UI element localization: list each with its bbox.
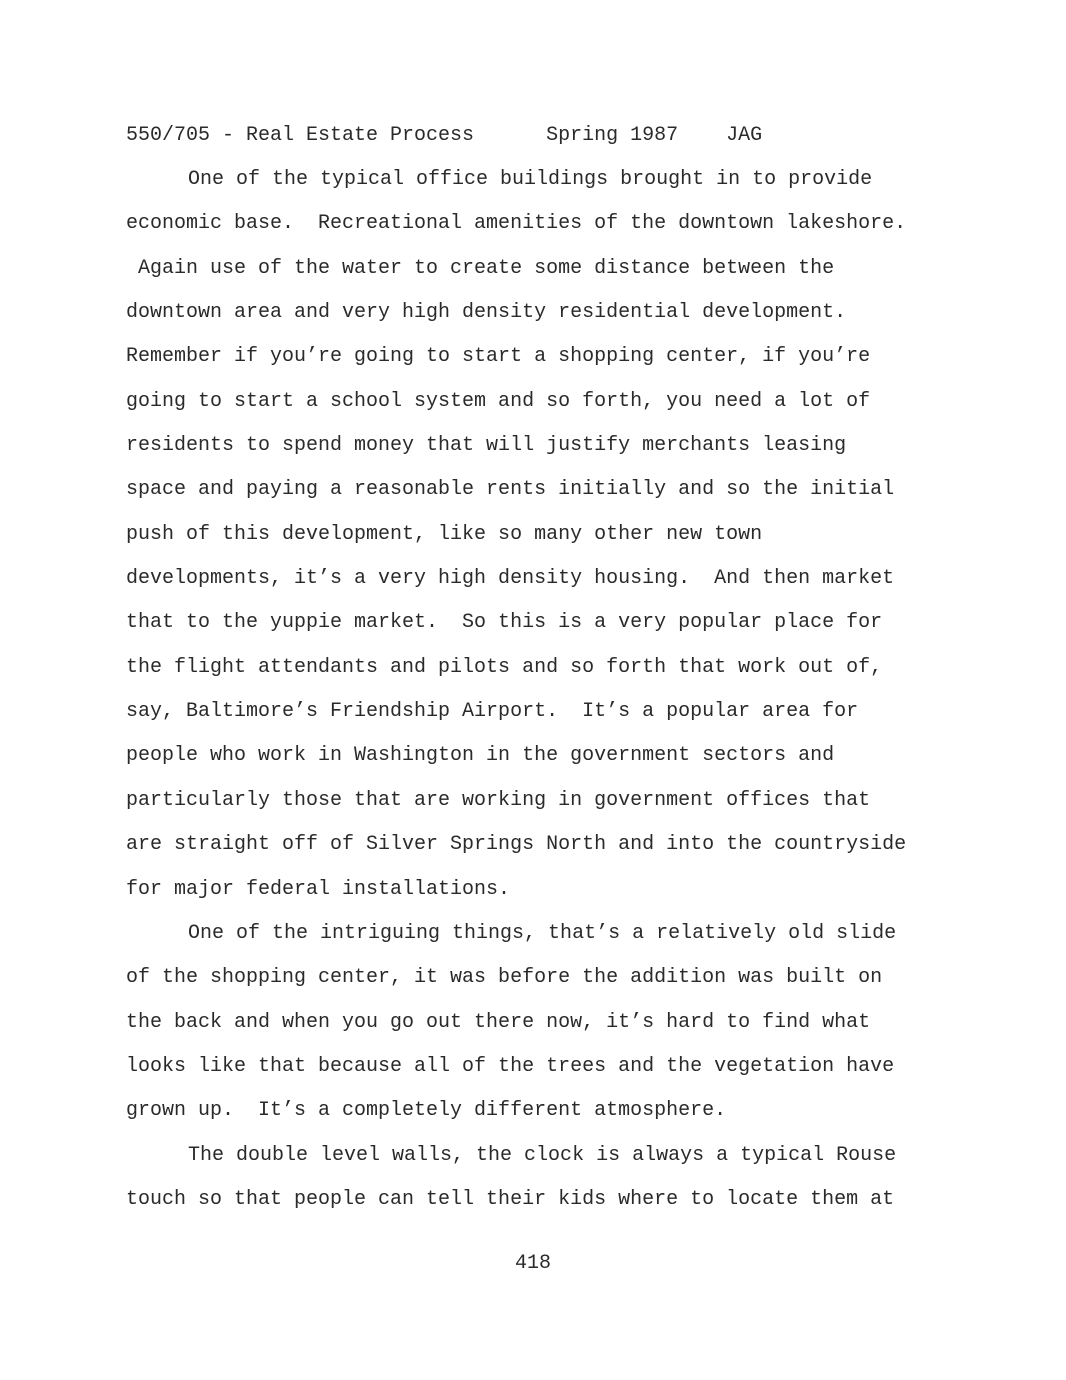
text-line: the flight attendants and pilots and so forth that work out of, — [126, 655, 883, 679]
text-line: push of this development, like so many other new town — [126, 522, 763, 546]
text-line: that to the yuppie market. So this is a very popular place for — [126, 611, 883, 635]
text-line: grown up. It’s a completely different atmosphere. — [126, 1099, 727, 1123]
text-line: say, Baltimore’s Friendship Airport. It’s a popular area for — [126, 700, 859, 724]
text-line: looks like that because all of the trees and the vegetation have — [126, 1054, 895, 1078]
text-line: the back and when you go out there now, it’s hard to find what — [126, 1010, 871, 1034]
document-body — [126, 166, 956, 1230]
text-line: One of the typical office buildings brought in to provide — [188, 168, 873, 191]
page-header — [126, 122, 762, 150]
text-line: for major federal installations. — [126, 877, 511, 901]
text-line: downtown area and very high density residential development. — [126, 301, 847, 325]
header-course: 550/705 - Real Estate Process — [126, 124, 475, 147]
text-line: economic base. Recreational amenities of the downtown lakeshore. — [126, 212, 907, 236]
text-line: One of the intriguing things, that’s a relatively old slide — [188, 921, 897, 945]
header-term: Spring 1987 — [546, 124, 679, 147]
text-line: particularly those that are working in government offices that — [126, 788, 871, 812]
text-line: Again use of the water to create some distance between the — [126, 256, 835, 280]
text-line: Remember if you’re going to start a shopping center, if you’re — [126, 345, 871, 369]
text-line: of the shopping center, it was before the addition was built on — [126, 966, 883, 990]
text-line: are straight off of Silver Springs North and into the countryside — [126, 833, 907, 857]
text-line: The double level walls, the clock is always a typical Rouse — [188, 1143, 897, 1167]
text-line: developments, it’s a very high density housing. And then market — [126, 567, 895, 591]
text-line: residents to spend money that will justify merchants leasing — [126, 434, 847, 458]
text-line: space and paying a reasonable rents initially and so the initial — [126, 478, 895, 502]
text-line: touch so that people can tell their kids where to locate them at — [126, 1187, 895, 1211]
text-line: people who work in Washington in the government sectors and — [126, 744, 835, 768]
page-number: 418 — [514, 1252, 551, 1275]
header-initials: JAG — [726, 124, 763, 147]
text-line: going to start a school system and so forth, you need a lot of — [126, 389, 871, 413]
